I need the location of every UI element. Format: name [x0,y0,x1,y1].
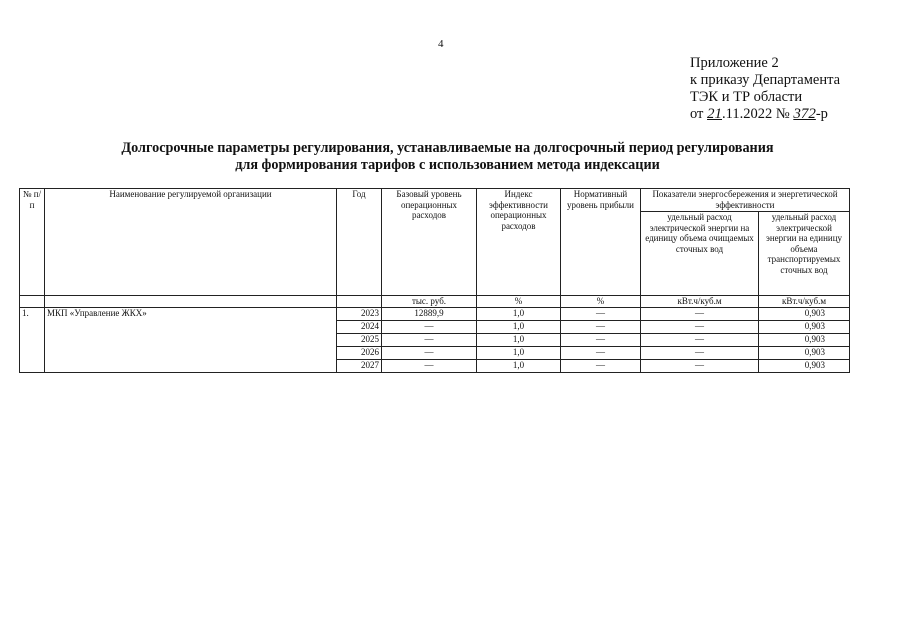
cell-profit: — [561,360,641,373]
title-line-1: Долгосрочные параметры регулирования, устанавливаемые на долгосрочный период регулирования [121,140,774,156]
cell-transported: 0,903 [759,321,850,334]
cell-profit: — [561,308,641,321]
unit-empty [337,296,382,308]
unit-energy-transported: кВт.ч/куб.м [759,296,850,308]
order-number-handwritten: 372 [793,106,816,122]
cell-transported: 0,903 [759,308,850,321]
cell-base: — [382,360,477,373]
unit-energy-treated: кВт.ч/куб.м [641,296,759,308]
cell-index: 1,0 [477,308,561,321]
appendix-line-2: к приказу Департамента [690,72,841,88]
cell-transported: 0,903 [759,334,850,347]
cell-year: 2027 [337,360,382,373]
cell-profit: — [561,347,641,360]
unit-profit: % [561,296,641,308]
units-row [20,296,850,308]
header-energy-group: Показатели энергосбережения и энергетической эффективности [641,189,850,212]
cell-base: — [382,321,477,334]
cell-treated: — [641,321,759,334]
cell-treated: — [641,334,759,347]
header-energy-transported: удельный расход электрической энергии на единицу объема транспортируемых сточных вод [759,212,850,296]
cell-treated: — [641,360,759,373]
cell-profit: — [561,334,641,347]
title-line-2: для формирования тарифов с использованием метода индексации [235,157,660,173]
cell-index: 1,0 [477,321,561,334]
appendix-line-1: Приложение 2 [690,55,779,71]
unit-empty [20,296,45,308]
unit-index: % [477,296,561,308]
cell-transported: 0,903 [759,347,850,360]
cell-base: 12889,9 [382,308,477,321]
header-profit-level: Нормативный уровень прибыли [561,189,641,296]
date-rest: .11.2022 № [722,106,790,122]
header-efficiency-index: Индекс эффективности операционных расходов [477,189,561,296]
cell-base: — [382,347,477,360]
header-org: Наименование регулируемой организации [45,189,337,296]
table-row [20,308,850,321]
unit-base: тыс. руб. [382,296,477,308]
appendix-block [690,55,840,123]
cell-base: — [382,334,477,347]
page-number: 4 [438,38,444,50]
cell-index: 1,0 [477,347,561,360]
org-number: 1. [20,308,45,373]
cell-transported: 0,903 [759,360,850,373]
cell-year: 2025 [337,334,382,347]
header-num: № п/п [20,189,45,296]
cell-index: 1,0 [477,360,561,373]
org-name: МКП «Управление ЖКХ» [45,308,337,373]
order-suffix: -р [815,106,828,122]
regulation-parameters-table [19,188,850,373]
cell-treated: — [641,347,759,360]
header-energy-treated: удельный расход электрической энергии на единицу объема очищаемых сточных вод [641,212,759,296]
cell-profit: — [561,321,641,334]
appendix-date-line [690,106,840,123]
unit-empty [45,296,337,308]
date-prefix: от [690,106,704,122]
cell-year: 2023 [337,308,382,321]
header-base-costs: Базовый уровень операционных расходов [382,189,477,296]
cell-year: 2026 [337,347,382,360]
date-day-handwritten: 21 [707,106,723,122]
cell-index: 1,0 [477,334,561,347]
document-title [40,140,855,174]
appendix-line-3: ТЭК и ТР области [690,89,803,105]
header-row-1 [20,189,850,212]
cell-year: 2024 [337,321,382,334]
header-year: Год [337,189,382,296]
cell-treated: — [641,308,759,321]
